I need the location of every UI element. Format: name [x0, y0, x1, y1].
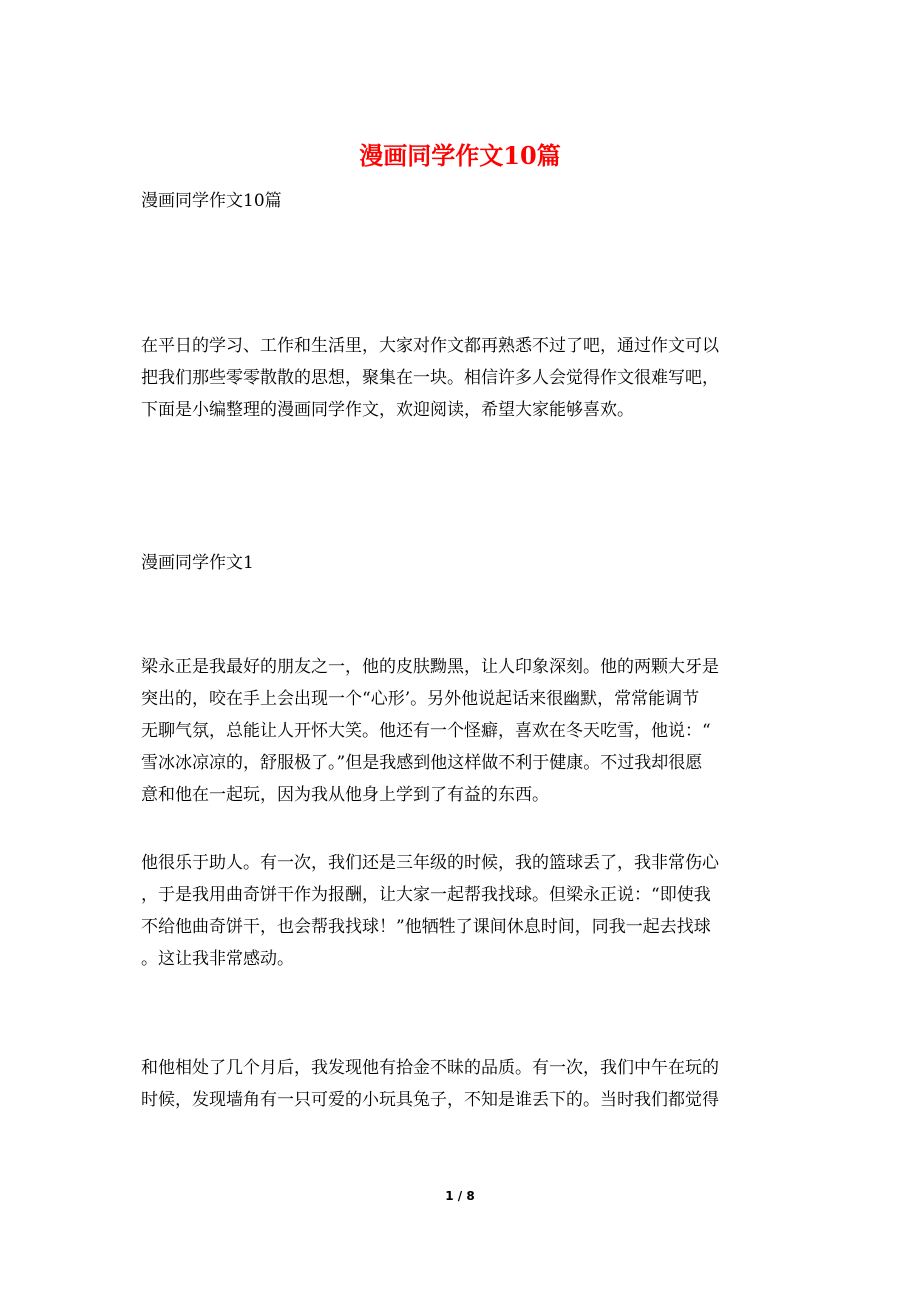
- paragraph-line: 突出的，咬在手上会出现一个“心形’。另外他说起话来很幽默，常常能调节: [141, 689, 700, 709]
- intro-paragraph: [141, 330, 781, 426]
- paragraph-line: 。这让我非常感动。: [141, 949, 294, 969]
- intro-line: 下面是小编整理的漫画同学作文，欢迎阅读，希望大家能够喜欢。: [141, 400, 634, 420]
- document-title: 漫画同学作文10篇: [359, 141, 561, 170]
- paragraph-line: 时候，发现墙角有一只可爱的小玩具兔子，不知是谁丢下的。当时我们都觉得: [141, 1090, 719, 1110]
- paragraph-line: 梁永正是我最好的朋友之一，他的皮肤黝黑，让人印象深刻。他的两颗大牙是: [141, 657, 719, 677]
- body-paragraph-2: [141, 847, 781, 975]
- paragraph-line: 意和他在一起玩，因为我从他身上学到了有益的东西。: [141, 785, 549, 805]
- body-paragraph-1: [141, 651, 781, 811]
- page-number: 1 / 8: [445, 1189, 475, 1203]
- intro-line: 把我们那些零零散散的思想，聚集在一块。相信许多人会觉得作文很难写吧，: [141, 368, 719, 388]
- intro-line: 在平日的学习、工作和生活里，大家对作文都再熟悉不过了吧，通过作文可以: [141, 336, 719, 356]
- document-subtitle: 漫画同学作文10篇: [141, 191, 282, 211]
- paragraph-line: 无聊气氛，总能让人开怀大笑。他还有一个怪癖，喜欢在冬天吃雪，他说：“: [141, 721, 711, 741]
- paragraph-line: 他很乐于助人。有一次，我们还是三年级的时候，我的篮球丢了，我非常伤心: [141, 853, 719, 873]
- paragraph-line: ，于是我用曲奇饼干作为报酬，让大家一起帮我找球。但梁永正说：“即使我: [141, 885, 711, 905]
- paragraph-line: 雪冰冰凉凉的，舒服极了。”但是我感到他这样做不利于健康。不过我却很愿: [141, 753, 703, 773]
- paragraph-line: 不给他曲奇饼干，也会帮我找球！”他牺牲了课间休息时间，同我一起去找球: [141, 917, 711, 937]
- paragraph-line: 和他相处了几个月后，我发现他有拾金不昧的品质。有一次，我们中午在玩的: [141, 1058, 719, 1078]
- section-heading: 漫画同学作文1: [141, 553, 254, 573]
- body-paragraph-3: [141, 1052, 781, 1116]
